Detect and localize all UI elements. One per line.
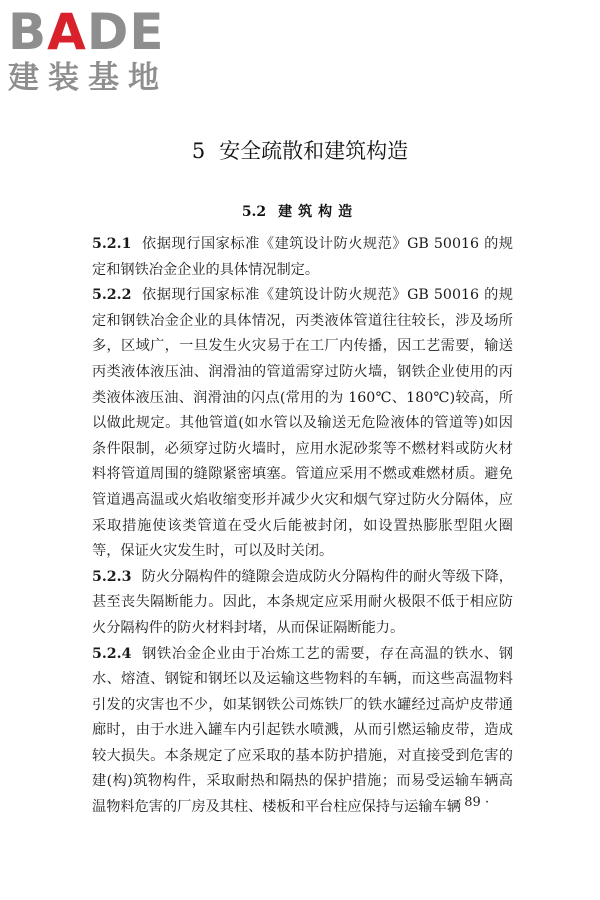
logo-wordmark (8, 3, 178, 61)
body-text (92, 232, 513, 821)
clause-number: 5.2.3 (92, 568, 132, 585)
chapter-title-text: 安全疏散和建筑构造 (219, 139, 409, 163)
clause-text: 防火分隔构件的缝隙会造成防火分隔构件的耐火等级下降，甚至丧失隔断能力。因此，本条规定应采用耐火极限不低于相应防火分隔构件的防火材料封堵，从而保证隔断能力。 (92, 568, 513, 636)
bade-logo (8, 3, 178, 96)
clause-number: 5.2.4 (92, 645, 132, 662)
logo-letters-de: DE (86, 3, 165, 61)
clause-text: 钢铁冶金企业由于冶炼工艺的需要，存在高温的铁水、钢水、熔渣、钢锭和钢坯以及运输这些物料的车辆，而这些高温物料引发的灾害也不少，如某钢铁公司炼铁厂的铁水罐经过高炉皮带通廊时，由于水进入罐车内引起铁水喷溅，从而引燃运输皮带，造成较大损失。本条规定了应采取的基本防护措施，对直接受到危害的建(构)筑物构件，采取耐热和隔热的保护措施；而易受运输车辆高温物料危害的厂房及其柱、楼板和平台柱应保持与运输车辆 (92, 645, 513, 816)
logo-subtitle: 建装基地 (8, 60, 168, 96)
clause-number: 5.2.2 (92, 287, 132, 304)
chapter-title (0, 137, 600, 165)
clause-text: 依据现行国家标准《建筑设计防火规范》GB 50016 的规定和钢铁冶金企业的具体情况，丙类液体管道往往较长，涉及场所多，区域广，一旦发生火灾易于在工厂内传播，因工艺需要，输送丙类液体液压油、润滑油的管道需穿过防火墙，钢铁企业使用的丙类液体液压油、润滑油的闪点(常用的为 160℃、180℃)较高，所以做此规定。其他管道(如水管以及输送无危险液体的管道等)如因条件限制，必须穿过防火墙时，应用水泥砂浆等不燃材料或防火材料将管道周围的缝隙紧密填塞。管道应采用不燃或难燃材质。避免管道遇高温或火焰收缩变形并减少火灾和烟气穿过防火分隔体，应采取措施使该类管道在受火后能被封闭，如设置热膨胀型阻火圈等，保证火灾发生时，可以及时关闭。 (92, 287, 513, 560)
section-title (0, 202, 600, 222)
clause-number: 5.2.1 (92, 236, 132, 252)
section-number: 5.2 (241, 204, 267, 220)
section-title-text: 建筑构造 (278, 204, 359, 220)
chapter-number: 5 (191, 139, 206, 163)
logo-letter-b: B (8, 3, 48, 61)
page-number: · 89 · (456, 795, 490, 810)
clause-paragraph (92, 642, 513, 821)
logo-letter-a: A (47, 3, 87, 61)
clause-paragraph (92, 232, 513, 283)
clause-paragraph (92, 565, 513, 642)
clause-text: 依据现行国家标准《建筑设计防火规范》GB 50016 的规定和钢铁冶金企业的具体情况制定。 (92, 236, 513, 278)
clause-paragraph (92, 283, 513, 565)
